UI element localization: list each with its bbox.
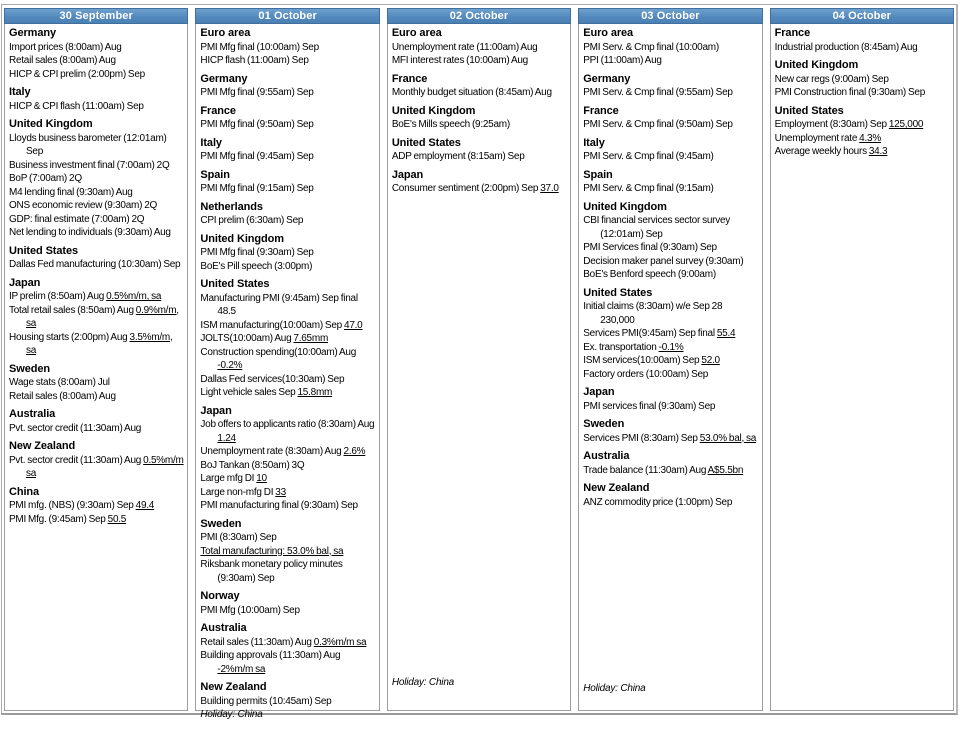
event-value: 49.4 — [135, 500, 155, 511]
event-text: PMI Serv. & Cmp final (9:45am) — [583, 151, 714, 162]
event-item — [200, 246, 375, 260]
event-text: BoE's Pill speech (3:00pm) — [200, 260, 313, 272]
country-block — [583, 287, 758, 382]
event-text: PMI Mfg final (9:45am) Sep — [200, 151, 314, 162]
country-heading: United States — [200, 278, 270, 290]
country-block — [200, 622, 375, 676]
event-item — [583, 41, 758, 55]
event-text: BoJ Tankan (8:50am) 3Q — [200, 459, 305, 471]
country-heading: China — [9, 485, 40, 498]
event-text: PMI Serv. & Cmp final (9:15am) — [583, 183, 714, 194]
event-item — [9, 454, 184, 481]
event-item — [583, 496, 758, 510]
column-body — [388, 24, 570, 710]
event-value: 15.8mm — [297, 387, 333, 398]
event-text: Large non-mfg DI — [200, 486, 276, 498]
country-block — [200, 137, 375, 164]
event-item — [583, 464, 758, 478]
event-value: 52.0 — [701, 355, 720, 366]
calendar-column-2 — [195, 8, 379, 720]
column-body — [5, 24, 187, 710]
country-block — [9, 86, 184, 113]
event-text: HICP flash (11:00am) Sep — [200, 55, 309, 66]
event-item — [200, 319, 375, 333]
event-text: Unemployment rate — [774, 132, 860, 144]
event-text: ISM services(10:00am) Sep — [583, 355, 702, 366]
country-heading: United Kingdom — [774, 59, 859, 71]
column-date-header: 03 October — [578, 8, 762, 24]
event-text: Construction spending(10:00am) Aug — [200, 346, 357, 358]
country-heading: Germany — [583, 72, 631, 85]
event-item — [9, 186, 184, 200]
event-text: Retail sales (11:30am) Aug — [200, 636, 314, 648]
country-heading: New Zealand — [9, 440, 76, 452]
event-text: PMI Mfg final (9:55am) Sep — [200, 87, 314, 98]
country-block — [9, 440, 184, 481]
event-item — [200, 54, 375, 68]
country-heading: Norway — [200, 590, 240, 602]
calendar-column-5 — [770, 8, 954, 711]
event-value: 37.0 — [540, 183, 559, 194]
event-item — [200, 472, 375, 486]
country-block — [583, 27, 758, 68]
event-item — [392, 150, 567, 164]
event-item — [200, 386, 375, 400]
event-text: PMI Mfg final (10:00am) Sep — [200, 41, 319, 53]
event-value: 34.3 — [868, 146, 888, 157]
event-text: JOLTS(10:00am) Aug — [200, 333, 294, 344]
event-text: ISM manufacturing(10:00am) Sep — [200, 319, 345, 331]
country-block — [200, 105, 375, 132]
event-item — [200, 695, 375, 709]
event-item — [9, 422, 184, 436]
event-value: 55.4 — [716, 328, 736, 339]
event-text: Large mfg DI — [200, 473, 257, 484]
event-text: Building permits (10:45am) Sep — [200, 695, 332, 707]
event-text: CBI financial services sector survey (12:01am) Sep — [583, 215, 731, 240]
country-heading: Japan — [583, 386, 615, 398]
country-block — [200, 233, 375, 274]
event-item — [200, 373, 375, 387]
event-value: 10 — [256, 473, 267, 484]
event-text: Services PMI (8:30am) Sep — [583, 432, 700, 444]
event-item — [392, 182, 567, 196]
event-item — [200, 445, 375, 459]
event-item — [775, 73, 950, 87]
event-item — [583, 54, 758, 68]
event-item — [583, 400, 758, 414]
event-item — [775, 41, 950, 55]
event-text: Trade balance (11:30am) Aug — [583, 464, 708, 476]
country-heading: France — [774, 27, 811, 39]
event-text: Pvt. sector credit (11:30am) Aug — [9, 454, 144, 466]
country-block — [775, 27, 950, 54]
event-item — [583, 354, 758, 368]
calendar-column-4 — [578, 8, 762, 711]
country-block — [200, 405, 375, 513]
event-item — [583, 255, 758, 269]
country-block — [583, 105, 758, 132]
holiday-note: Holiday: China — [391, 677, 455, 688]
event-item — [200, 558, 375, 585]
country-heading: United States — [9, 244, 78, 257]
event-item — [9, 226, 184, 240]
event-item — [392, 41, 567, 55]
event-text: ONS economic review (9:30am) 2Q — [9, 200, 158, 211]
country-heading: Euro area — [391, 27, 442, 39]
event-text: Building approvals (11:30am) Aug — [200, 650, 341, 661]
event-text: IP prelim (8:50am) Aug — [9, 291, 107, 302]
event-item — [200, 214, 375, 228]
event-item — [9, 172, 184, 186]
country-heading: United Kingdom — [9, 118, 93, 130]
event-item — [200, 260, 375, 274]
event-text: HICP & CPI prelim (2:00pm) Sep — [9, 68, 145, 80]
event-item — [9, 290, 184, 304]
event-item — [200, 86, 375, 100]
event-text: Retail sales (8:00am) Aug — [9, 390, 116, 402]
event-item — [9, 513, 184, 527]
country-heading: Australia — [200, 622, 247, 634]
event-value: -0.2% — [217, 360, 243, 371]
event-item — [9, 499, 184, 513]
country-heading: New Zealand — [200, 681, 267, 693]
event-value: Total manufacturing: 53.0% bal, sa — [200, 545, 344, 557]
event-text: Services PMI(9:45am) Sep final — [583, 328, 717, 339]
event-text: Monthly budget situation (8:45am) Aug — [391, 87, 552, 98]
country-heading: Sweden — [9, 362, 50, 375]
event-item — [200, 292, 375, 319]
event-value: 47.0 — [344, 319, 363, 331]
country-heading: Australia — [583, 450, 630, 462]
event-value: 4.3% — [859, 132, 881, 144]
country-heading: Sweden — [583, 418, 625, 430]
column-body — [579, 24, 761, 710]
country-block — [583, 450, 758, 477]
event-text: PMI Construction final (9:30am) Sep — [774, 87, 926, 98]
event-text: Unemployment rate (11:00am) Aug — [391, 41, 538, 53]
event-item — [583, 327, 758, 341]
event-item — [200, 459, 375, 473]
country-heading: Euro area — [200, 27, 251, 39]
event-text: PMI Services final (9:30am) Sep — [583, 242, 717, 253]
country-block — [200, 27, 375, 68]
event-text: Factory orders (10:00am) Sep — [583, 368, 709, 380]
event-item — [583, 182, 758, 196]
country-block — [9, 486, 184, 527]
event-item — [9, 304, 184, 331]
country-block — [775, 59, 950, 100]
country-block — [9, 277, 184, 358]
country-block — [583, 482, 758, 509]
country-heading: Japan — [200, 404, 232, 417]
event-text: HICP & CPI flash (11:00am) Sep — [9, 100, 144, 112]
country-block — [200, 590, 375, 617]
country-block — [583, 201, 758, 282]
country-block — [392, 137, 567, 164]
event-item — [9, 68, 184, 82]
event-item — [583, 368, 758, 382]
event-value: -2%m/m sa — [217, 663, 266, 675]
country-block — [392, 169, 567, 196]
event-item — [200, 41, 375, 55]
event-value: 33 — [275, 486, 286, 498]
country-block — [200, 169, 375, 196]
event-text: Average weekly hours — [774, 146, 869, 157]
event-item — [200, 499, 375, 513]
event-text: Ex. transportation — [583, 341, 659, 353]
event-item — [200, 332, 375, 346]
event-value: 125,000 — [888, 119, 924, 130]
country-block — [583, 418, 758, 445]
country-heading: France — [583, 104, 619, 117]
event-text: Decision maker panel survey (9:30am) — [583, 255, 744, 267]
economic-calendar-table — [4, 8, 954, 720]
column-date-header: 01 October — [195, 8, 379, 24]
holiday-note: Holiday: China — [200, 709, 263, 720]
country-heading: Sweden — [200, 517, 242, 530]
country-block — [9, 245, 184, 272]
country-heading: France — [200, 104, 236, 117]
country-block — [200, 518, 375, 586]
event-item — [583, 432, 758, 446]
country-block — [775, 105, 950, 159]
event-value: 2.6% — [343, 446, 366, 457]
country-heading: United Kingdom — [391, 104, 476, 117]
country-heading: France — [391, 72, 428, 85]
country-heading: United States — [583, 286, 653, 299]
country-heading: Italy — [9, 86, 31, 98]
column-date-header: 04 October — [770, 8, 954, 24]
country-block — [392, 105, 567, 132]
calendar-frame — [1, 4, 958, 720]
country-heading: Netherlands — [200, 200, 263, 213]
event-item — [9, 331, 184, 358]
country-block — [583, 73, 758, 100]
country-heading: United States — [774, 104, 844, 117]
event-text: PMI services final (9:30am) Sep — [583, 400, 716, 412]
event-item — [583, 268, 758, 282]
holiday-note: Holiday: China — [583, 683, 646, 694]
event-text: PMI Mfg final (9:30am) Sep — [200, 247, 314, 258]
country-heading: Germany — [9, 27, 56, 39]
event-text: PMI Serv. & Cmp final (9:55am) Sep — [583, 87, 733, 98]
event-text: PMI (8:30am) Sep — [200, 532, 277, 543]
event-item — [392, 54, 567, 68]
event-text: BoP (7:00am) 2Q — [9, 173, 82, 184]
event-text: BoE's Mills speech (9:25am) — [391, 119, 510, 130]
event-item — [200, 182, 375, 196]
event-item — [200, 649, 375, 676]
event-item — [9, 376, 184, 390]
event-value: 7.65mm — [293, 333, 329, 344]
event-text: Riksbank monetary policy minutes (9:30am) Sep — [200, 559, 343, 584]
country-block — [392, 73, 567, 100]
event-value: 50.5 — [107, 513, 127, 525]
country-heading: United States — [391, 136, 461, 149]
event-text: PMI Serv. & Cmp final (9:50am) Sep — [583, 119, 733, 130]
country-heading: Japan — [391, 168, 424, 181]
event-item — [9, 54, 184, 68]
event-item — [200, 118, 375, 132]
country-block — [200, 278, 375, 400]
event-text: Housing starts (2:00pm) Aug — [9, 331, 130, 343]
event-item — [583, 341, 758, 355]
event-item — [775, 145, 950, 159]
event-text: Total retail sales (8:50am) Aug — [9, 304, 136, 316]
event-text: Net lending to individuals (9:30am) Aug — [9, 227, 171, 238]
event-item — [200, 531, 375, 545]
event-text: Unemployment rate (8:30am) Aug — [200, 446, 344, 457]
event-text: Industrial production (8:45am) Aug — [774, 41, 918, 53]
event-text: Pvt. sector credit (11:30am) Aug — [9, 422, 142, 434]
event-item — [200, 636, 375, 650]
country-heading: United Kingdom — [583, 200, 667, 213]
event-item — [9, 132, 184, 159]
event-item — [9, 100, 184, 114]
event-text: Business investment final (7:00am) 2Q — [9, 159, 170, 171]
event-text: Consumer sentiment (2:00pm) Sep — [391, 183, 541, 194]
calendar-column-1 — [4, 8, 188, 711]
event-text: PMI Serv. & Cmp final (10:00am) — [583, 41, 719, 53]
event-text: ANZ commodity price (1:00pm) Sep — [583, 496, 733, 508]
event-text: BoE's Benford speech (9:00am) — [583, 269, 716, 280]
event-item — [200, 418, 375, 445]
event-item — [9, 213, 184, 227]
event-item — [200, 486, 375, 500]
column-body — [196, 24, 378, 732]
event-text: Lloyds business barometer (12:01am) Sep — [9, 132, 167, 157]
event-text: PMI Mfg (10:00am) Sep — [200, 604, 300, 616]
event-text: Manufacturing PMI (9:45am) Sep final 48.5 — [200, 292, 358, 317]
country-block — [200, 201, 375, 228]
country-heading: Spain — [583, 168, 613, 181]
event-item — [775, 132, 950, 146]
event-value: 0.9%m/m, sa — [26, 304, 179, 329]
event-item — [583, 118, 758, 132]
event-text: PMI manufacturing final (9:30am) Sep — [200, 500, 358, 511]
event-value: A$5.5bn — [707, 464, 744, 476]
event-item — [9, 159, 184, 173]
event-value: 0.5%m/m sa — [26, 454, 184, 479]
event-item — [583, 86, 758, 100]
event-item — [9, 41, 184, 55]
event-item — [392, 86, 567, 100]
event-item — [775, 118, 950, 132]
country-heading: Italy — [200, 136, 222, 149]
country-heading: Germany — [200, 72, 248, 85]
event-text: GDP: final estimate (7:00am) 2Q — [9, 213, 145, 225]
event-text: PMI mfg. (NBS) (9:30am) Sep — [9, 500, 136, 511]
event-text: New car regs (9:00am) Sep — [774, 73, 889, 85]
event-item — [9, 258, 184, 272]
event-item — [775, 86, 950, 100]
event-value: -0.1% — [658, 341, 684, 353]
country-block — [200, 681, 375, 708]
country-block — [583, 169, 758, 196]
event-item — [200, 545, 375, 559]
event-value: 53.0% bal, sa — [699, 432, 757, 444]
event-item — [9, 199, 184, 213]
event-text: Retail sales (8:00am) Aug — [9, 55, 116, 66]
event-item — [392, 118, 567, 132]
event-item — [200, 346, 375, 373]
country-heading: Euro area — [583, 27, 634, 39]
country-heading: United Kingdom — [200, 232, 284, 245]
column-body — [771, 24, 953, 710]
event-item — [200, 150, 375, 164]
event-value: 0.5%m/m, sa — [106, 291, 162, 302]
event-text: Light vehicle sales Sep — [200, 387, 298, 398]
event-text: Employment (8:30am) Sep — [774, 119, 889, 130]
country-block — [9, 27, 184, 81]
calendar-column-3 — [387, 8, 571, 711]
country-block — [9, 118, 184, 240]
event-text: Job offers to applicants ratio (8:30am) Aug — [200, 419, 375, 430]
event-text: PMI Mfg. (9:45am) Sep — [9, 513, 108, 525]
event-item — [583, 241, 758, 255]
country-block — [200, 73, 375, 100]
event-text: Initial claims (8:30am) w/e Sep 28 230,000 — [583, 301, 723, 326]
event-item — [200, 604, 375, 618]
country-block — [392, 27, 567, 68]
event-value: 3.5%m/m, sa — [26, 331, 173, 356]
event-text: Import prices (8:00am) Aug — [9, 41, 122, 53]
event-item — [583, 214, 758, 241]
event-text: PMI Mfg final (9:50am) Sep — [200, 119, 314, 130]
event-item — [9, 390, 184, 404]
event-text: MFI interest rates (10:00am) Aug — [391, 55, 528, 66]
event-value: 0.3%m/m sa — [313, 636, 367, 648]
event-text: Dallas Fed manufacturing (10:30am) Sep — [9, 259, 181, 270]
country-heading: Italy — [583, 136, 605, 149]
column-date-header: 30 September — [4, 8, 188, 24]
event-text: ADP employment (8:15am) Sep — [391, 151, 525, 162]
country-heading: New Zealand — [583, 482, 650, 494]
country-block — [9, 363, 184, 404]
country-block — [583, 137, 758, 164]
event-text: PMI Mfg final (9:15am) Sep — [200, 183, 314, 194]
event-text: CPI prelim (6:30am) Sep — [200, 215, 304, 226]
event-text: Wage stats (8:00am) Jul — [9, 377, 110, 388]
event-text: PPI (11:00am) Aug — [583, 55, 662, 66]
country-block — [583, 386, 758, 413]
country-block — [9, 408, 184, 435]
event-item — [583, 300, 758, 327]
country-heading: Japan — [9, 276, 41, 289]
country-heading: Spain — [200, 168, 230, 181]
event-text: Dallas Fed services(10:30am) Sep — [200, 373, 345, 385]
column-date-header: 02 October — [387, 8, 571, 24]
event-item — [583, 150, 758, 164]
event-value: 1.24 — [217, 432, 236, 444]
event-text: M4 lending final (9:30am) Aug — [9, 186, 133, 198]
country-heading: Australia — [9, 408, 56, 420]
